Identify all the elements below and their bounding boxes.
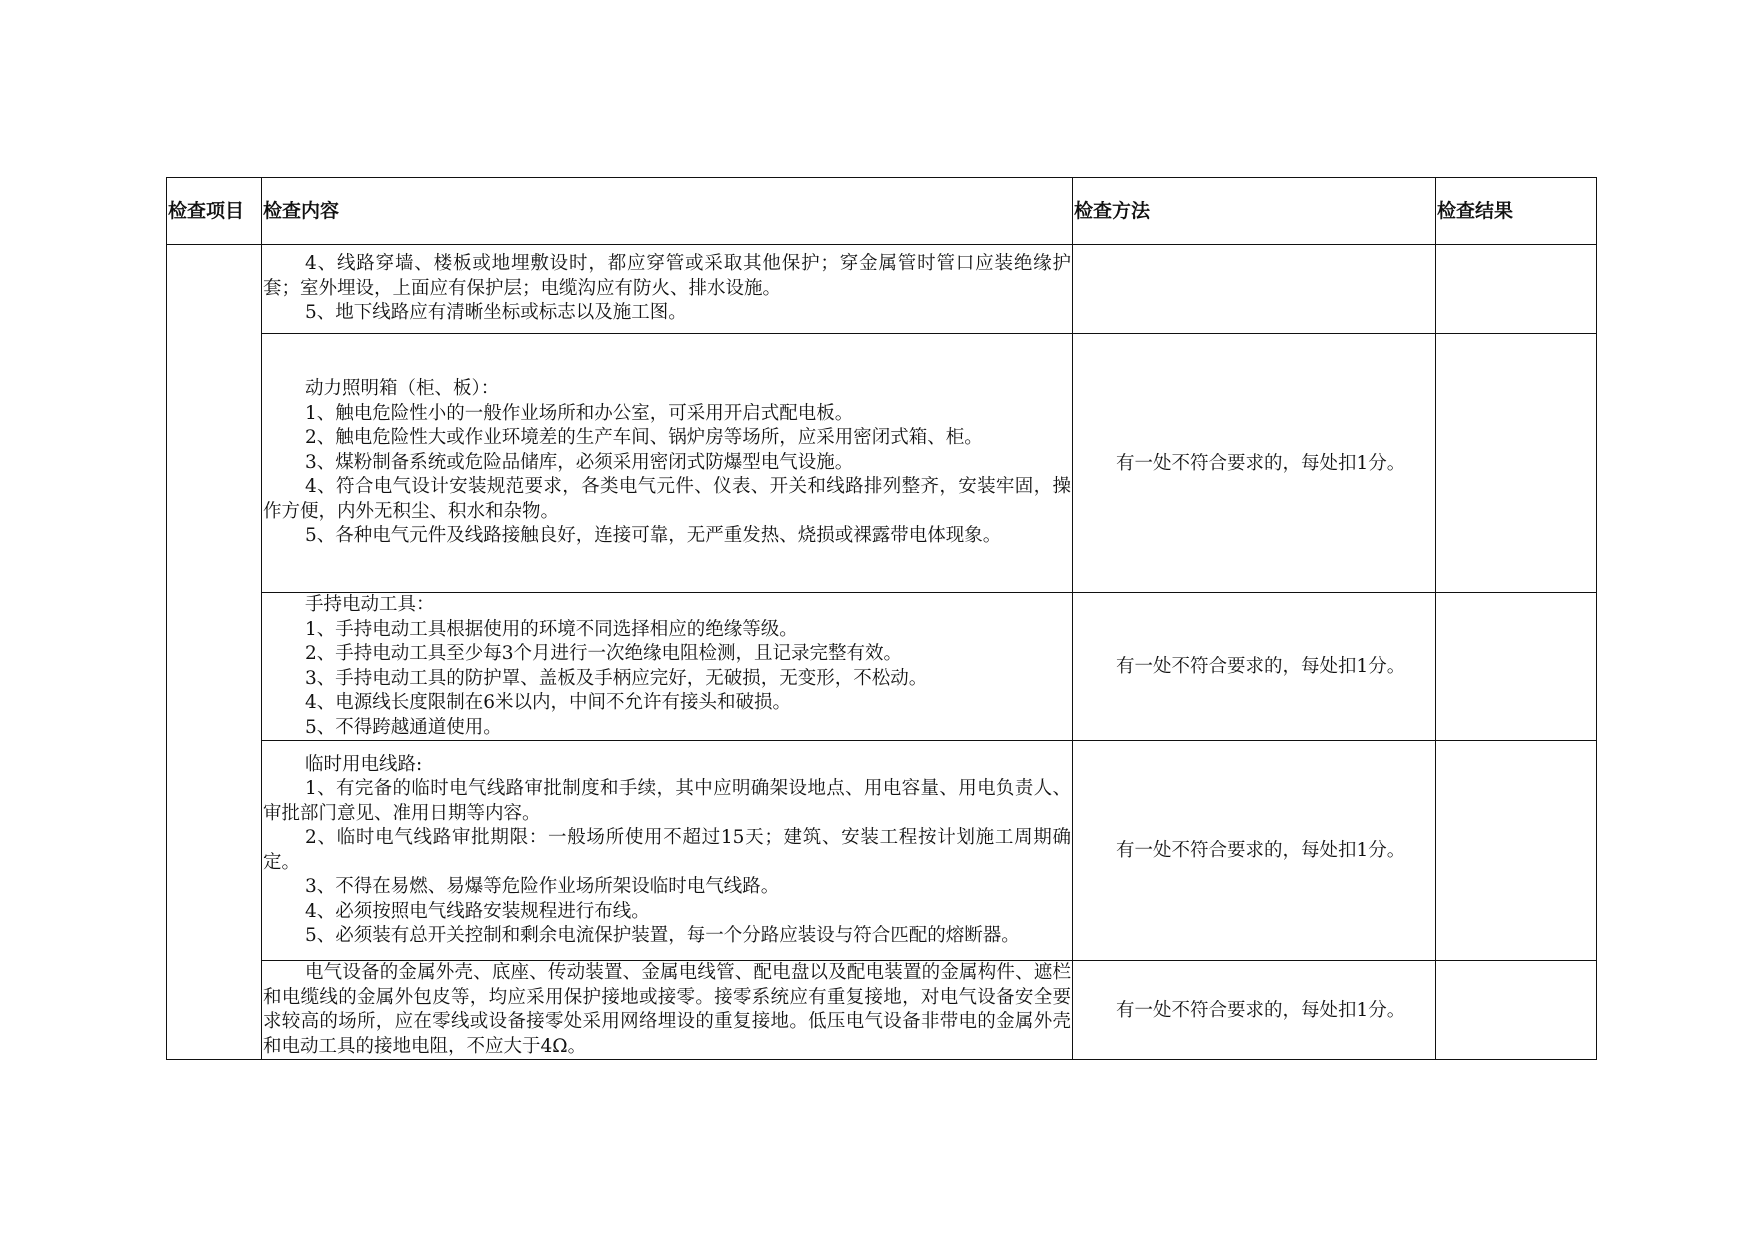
content-line: 动力照明箱（柜、板）： <box>305 378 500 400</box>
header-check-method: 检查方法 <box>1073 178 1436 245</box>
content-line: 4、必须按照电气线路安装规程进行布线。 <box>305 900 650 922</box>
content-line: 2、临时电气线路审批期限：一般场所使用不超过15天；建筑、安装工程按计划施工周期确定。 <box>263 827 1071 873</box>
method-text: 有一处不符合要求的，每处扣1分。 <box>1116 999 1406 1021</box>
method-text: 有一处不符合要求的，每处扣1分。 <box>1116 840 1406 861</box>
content-line: 1、有完备的临时电气线路审批制度和手续，其中应明确架设地点、用电容量、用电负责人、审批部门意见、准用日期等内容。 <box>263 778 1071 824</box>
content-cell-grounding <box>262 961 1073 1060</box>
inspection-table <box>166 177 1597 1060</box>
content-line: 5、地下线路应有清晰坐标或标志以及施工图。 <box>305 302 687 324</box>
content-line: 4、符合电气设计安装规范要求，各类电气元件、仪表、开关和线路排列整齐，安装牢固，操作方便，内外无积尘、积水和杂物。 <box>263 476 1071 522</box>
content-line: 5、不得跨越通道使用。 <box>305 716 502 738</box>
content-line: 3、手持电动工具的防护罩、盖板及手柄应完好，无破损，无变形，不松动。 <box>305 667 928 689</box>
content-line: 4、线路穿墙、楼板或地埋敷设时，都应穿管或采取其他保护；穿金属管时管口应装绝缘护套；室外埋设，上面应有保护层；电缆沟应有防火、排水设施。 <box>263 253 1071 299</box>
content-line: 5、各种电气元件及线路接触良好，连接可靠，无严重发热、烧损或裸露带电体现象。 <box>305 525 1002 547</box>
result-cell <box>1436 245 1597 334</box>
method-text: 有一处不符合要求的，每处扣1分。 <box>1116 656 1406 677</box>
content-cell-distribution-box <box>262 334 1073 593</box>
content-line: 5、必须装有总开关控制和剩余电流保护装置，每一个分路应装设与符合匹配的熔断器。 <box>305 925 1020 946</box>
table-row <box>167 245 1597 334</box>
result-cell <box>1436 961 1597 1060</box>
content-line: 4、电源线长度限制在6米以内，中间不允许有接头和破损。 <box>305 692 792 713</box>
content-line: 手持电动工具： <box>305 594 435 615</box>
content-cell-temporary-lines <box>262 741 1073 961</box>
table-row <box>167 961 1597 1060</box>
content-line: 电气设备的金属外壳、底座、传动装置、金属电线管、配电盘以及配电装置的金属构件、遮栏和电缆线的金属外包皮等，均应采用保护接地或接零。接零系统应有重复接地，对电气设备安全要求较高的场所，应在零线或设备接零处采用网络埋设的重复接地。低压电气设备非带电的金属外壳和电动工具的接地电阻，不应大于4Ω。 <box>263 962 1071 1057</box>
result-cell <box>1436 741 1597 961</box>
content-cell-handheld-tools <box>262 593 1073 741</box>
content-line: 3、煤粉制备系统或危险品储库，必须采用密闭式防爆型电气设施。 <box>305 451 854 473</box>
content-line: 1、手持电动工具根据使用的环境不同选择相应的绝缘等级。 <box>305 618 798 640</box>
method-cell <box>1073 245 1436 334</box>
result-cell <box>1436 334 1597 593</box>
header-check-content: 检查内容 <box>262 178 1073 245</box>
result-cell <box>1436 593 1597 741</box>
method-cell <box>1073 961 1436 1060</box>
table-row <box>167 741 1597 961</box>
table-row <box>167 334 1597 593</box>
method-text: 有一处不符合要求的，每处扣1分。 <box>1116 452 1406 474</box>
method-cell <box>1073 741 1436 961</box>
check-item-cell <box>167 245 262 1060</box>
content-cell-wiring <box>262 245 1073 334</box>
content-line: 2、手持电动工具至少每3个月进行一次绝缘电阻检测，且记录完整有效。 <box>305 643 903 664</box>
header-check-result: 检查结果 <box>1436 178 1597 245</box>
header-row <box>167 178 1597 245</box>
method-cell <box>1073 334 1436 593</box>
content-line: 3、不得在易燃、易爆等危险作业场所架设临时电气线路。 <box>305 876 780 897</box>
content-line: 临时用电线路: <box>305 753 423 775</box>
method-cell <box>1073 593 1436 741</box>
table-row <box>167 593 1597 741</box>
content-line: 1、触电危险性小的一般作业场所和办公室，可采用开启式配电板。 <box>305 402 854 424</box>
content-line: 2、触电危险性大或作业环境差的生产车间、锅炉房等场所，应采用密闭式箱、柜。 <box>305 427 983 449</box>
header-check-item: 检查项目 <box>167 178 262 245</box>
